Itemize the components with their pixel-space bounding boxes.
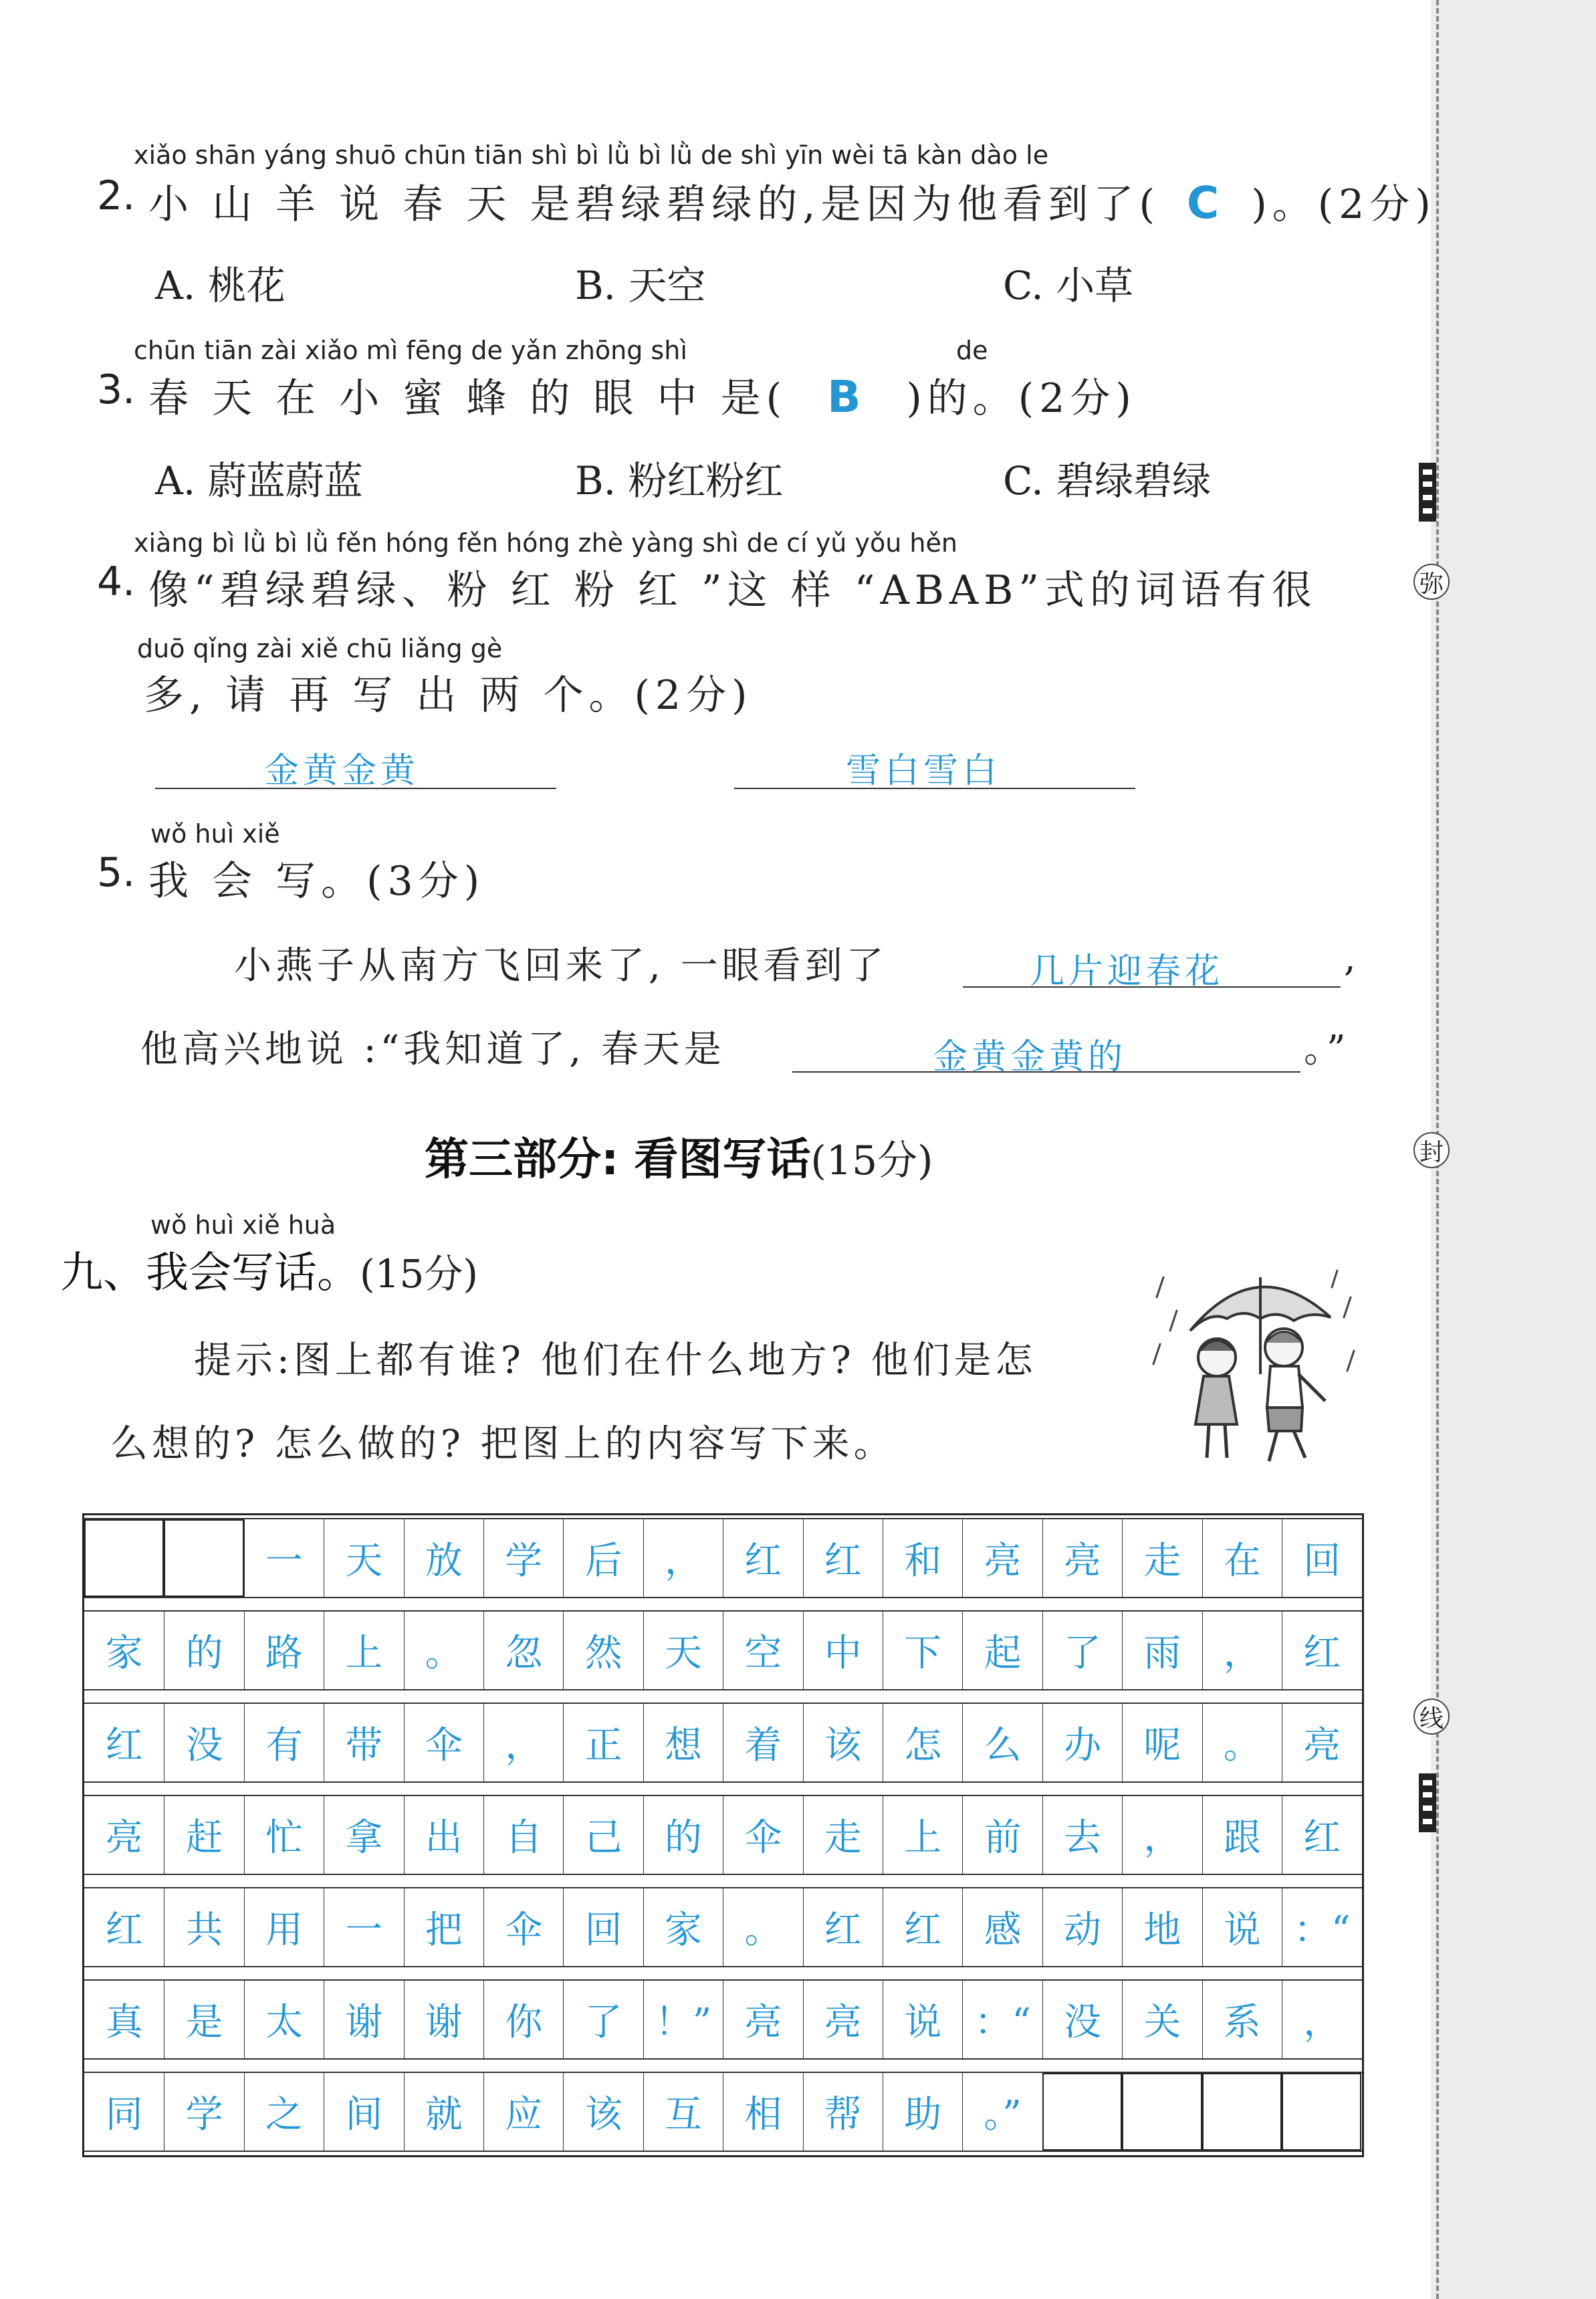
grid-cell: 正 (563, 1704, 643, 1781)
grid-cell: 红 (803, 1888, 883, 1966)
q3-option-a: A. 蔚蓝蔚蓝 (155, 458, 363, 504)
grid-cell: 动 (1042, 1888, 1122, 1966)
grid-cell: 红 (723, 1519, 802, 1597)
grid-cell: 和 (883, 1519, 962, 1597)
q5-number: 5. (97, 849, 136, 896)
grid-cell: ， (1122, 1796, 1202, 1874)
q5-line-2-end: 。” (1304, 1028, 1350, 1071)
grid-cell: 相 (723, 2073, 802, 2151)
q4-answer-2: 雪白雪白 (846, 751, 1002, 791)
q3-pinyin-de: de (956, 336, 988, 365)
grid-cell: 红 (1282, 1796, 1361, 1874)
q2-option-c: C. 小草 (1003, 263, 1134, 308)
q3-text: 春 天 在 小 蜜 蜂 的 眼 中 是( B )的。(2分) (148, 371, 1137, 423)
grid-cell: 系 (1202, 1981, 1282, 2058)
grid-cell: 一 (324, 1888, 403, 1966)
grid-cell: 亮 (1282, 1704, 1361, 1781)
q3-answer: B (827, 371, 867, 423)
grid-cell: 天 (643, 1612, 723, 1689)
grid-cell: 谢 (404, 1981, 483, 2058)
grid-cell: 说 (1202, 1888, 1282, 1966)
grid-cell: 亮 (105, 1816, 143, 1860)
grid-cell: ！” (643, 1981, 723, 2058)
grid-cell: 。 (723, 1888, 802, 1966)
grid-cell: 该 (563, 2073, 643, 2151)
grid-cell: 同 (105, 2093, 143, 2137)
grid-cell: 路 (244, 1612, 324, 1689)
grid-cell: ， (1282, 1981, 1361, 2058)
grid-cell: 办 (1042, 1704, 1122, 1781)
q2-answer: C (1186, 177, 1225, 229)
grid-cell: 太 (244, 1981, 324, 2058)
q4-answer-line-2 (734, 788, 1135, 789)
grid-row (84, 1610, 1362, 1690)
grid-cell: 就 (404, 2073, 483, 2151)
q5-line-2: 他高兴地说 :“我知道了, 春天是 (140, 1028, 725, 1071)
grid-cell: 的 (643, 1796, 723, 1874)
grid-cell: 伞 (404, 1704, 483, 1781)
q2-option-a: A. 桃花 (155, 263, 286, 308)
grid-cell: 关 (1122, 1981, 1202, 2058)
grid-cell: 带 (324, 1704, 403, 1781)
grid-cell: 么 (962, 1704, 1042, 1781)
q5-answer-1: 几片迎春花 (1030, 952, 1224, 992)
grid-cell: 亮 (723, 1981, 802, 2058)
grid-row (84, 2072, 1362, 2152)
grid-cell: 亮 (803, 1981, 883, 2058)
grid-cell: 上 (883, 1796, 962, 1874)
grid-cell: 助 (883, 2073, 962, 2151)
binding-margin (1431, 0, 1596, 2299)
grid-cell: 红 (883, 1888, 962, 1966)
margin-seal-mi: 弥 (1413, 564, 1450, 600)
grid-cell: 地 (1122, 1888, 1202, 1966)
grid-cell: 红 (803, 1519, 883, 1597)
children-umbrella-illustration (1150, 1257, 1364, 1478)
grid-cell: 亮 (962, 1519, 1042, 1597)
grid-cell: 该 (803, 1704, 883, 1781)
grid-cell: 雨 (1122, 1612, 1202, 1689)
grid-row (84, 1795, 1362, 1875)
grid-cell: 谢 (324, 1981, 403, 2058)
grid-cell (84, 1519, 164, 1597)
q9-hint-2: 么想的? 怎么做的? 把图上的内容写下来。 (110, 1422, 895, 1466)
q3-number: 3. (97, 366, 136, 413)
q3-option-c: C. 碧绿碧绿 (1003, 458, 1212, 504)
grid-cell: 的 (164, 1612, 243, 1689)
q5-line-1: 小燕子从南方飞回来了, 一眼看到了 (234, 944, 888, 988)
grid-cell: 跟 (1202, 1796, 1282, 1874)
grid-cell: 说 (883, 1981, 962, 2058)
grid-cell (164, 1519, 243, 1597)
grid-row (84, 1703, 1362, 1783)
grid-cell: 回 (563, 1888, 643, 1966)
q2-option-b: B. 天空 (575, 263, 706, 308)
q5-answer-line-2 (792, 1071, 1300, 1073)
q2-number: 2. (97, 173, 136, 219)
grid-cell: 去 (1042, 1796, 1122, 1874)
q9-heading (60, 1238, 478, 1300)
grid-row (84, 1979, 1362, 2060)
grid-cell (1122, 2073, 1202, 2151)
grid-cell: 家 (105, 1632, 143, 1675)
grid-cell: 。” (962, 2073, 1042, 2151)
q5-line-1-end: , (1344, 936, 1360, 980)
grid-cell: 间 (324, 2073, 403, 2151)
part3-title: 第三部分: 看图写话 (425, 1133, 811, 1185)
grid-cell: 己 (563, 1796, 643, 1874)
grid-cell: 共 (164, 1888, 243, 1966)
grid-cell: 伞 (483, 1888, 563, 1966)
grid-cell: 想 (643, 1704, 723, 1781)
grid-cell: 忽 (483, 1612, 563, 1689)
grid-cell: 忙 (244, 1796, 324, 1874)
grid-cell: 赶 (164, 1796, 243, 1874)
grid-cell: 呢 (1122, 1704, 1202, 1781)
grid-cell: 应 (483, 2073, 563, 2151)
grid-cell: ：“ (1282, 1888, 1361, 1966)
part3-score: (15分) (810, 1137, 933, 1184)
margin-seal-xian: 线 (1413, 1699, 1450, 1735)
grid-cell: 后 (563, 1519, 643, 1597)
grid-cell: 上 (324, 1612, 403, 1689)
grid-row (84, 1887, 1362, 1967)
grid-cell: 是 (164, 1981, 243, 2058)
grid-cell: 走 (803, 1796, 883, 1874)
grid-cell: 亮 (1042, 1519, 1122, 1597)
q5-pinyin: wǒ huì xiě (150, 819, 280, 849)
part3-heading (425, 1123, 933, 1187)
knot-ornament-icon (1416, 461, 1439, 523)
grid-cell: 在 (1202, 1519, 1282, 1597)
grid-cell: 怎 (883, 1704, 962, 1781)
grid-cell: 用 (244, 1888, 324, 1966)
grid-cell: 互 (643, 2073, 723, 2151)
grid-cell: ， (483, 1704, 563, 1781)
grid-cell: 自 (483, 1796, 563, 1874)
grid-cell: 下 (883, 1612, 962, 1689)
q4-text-2: 多, 请 再 写 出 两 个。(2分) (144, 672, 753, 719)
grid-cell: 红 (105, 1724, 143, 1767)
grid-cell: 。 (1202, 1704, 1282, 1781)
grid-cell: 起 (962, 1612, 1042, 1689)
grid-cell: 中 (803, 1612, 883, 1689)
grid-cell (1282, 2073, 1361, 2151)
grid-cell: ：“ (962, 1981, 1042, 2058)
q4-pinyin-2: duō qǐng zài xiě chū liǎng gè (137, 634, 503, 663)
q5-text: 我 会 写。(3分) (148, 858, 485, 905)
grid-cell: 帮 (803, 2073, 883, 2151)
grid-cell: 伞 (723, 1796, 802, 1874)
grid-cell: 之 (244, 2073, 324, 2151)
q9-score: (15分) (360, 1251, 479, 1297)
q5-answer-line-1 (963, 986, 1341, 988)
grid-cell: 感 (962, 1888, 1042, 1966)
q4-answer-line-1 (155, 788, 556, 789)
grid-cell: 一 (244, 1519, 324, 1597)
q4-text-1: 像“碧绿碧绿、粉 红 粉 红 ”这 样 “ABAB”式的词语有很 (148, 567, 1317, 614)
q4-answer-1: 金黄金黄 (264, 751, 420, 791)
grid-cell: 你 (483, 1981, 563, 2058)
grid-cell (1042, 2073, 1122, 2151)
grid-cell: 红 (1282, 1612, 1361, 1689)
grid-cell: ， (1202, 1612, 1282, 1689)
grid-cell: 了 (1042, 1612, 1122, 1689)
grid-cell: 有 (244, 1704, 324, 1781)
grid-cell: 把 (404, 1888, 483, 1966)
grid-cell: 放 (404, 1519, 483, 1597)
grid-cell (1202, 2073, 1282, 2151)
grid-cell: 然 (563, 1612, 643, 1689)
q9-hint-1: 提示:图上都有谁? 他们在什么地方? 他们是怎 (194, 1339, 1037, 1382)
q4-number: 4. (97, 558, 136, 605)
grid-cell: 没 (1042, 1981, 1122, 2058)
q3-pinyin: chūn tiān zài xiǎo mì fēng de yǎn zhōng shì (134, 336, 687, 365)
q4-pinyin-1: xiàng bì lǜ bì lǜ fěn hóng fěn hóng zhè yàng shì de cí yǔ yǒu hěn (134, 528, 957, 558)
q9-title: 九、我会写话。 (60, 1248, 360, 1298)
grid-cell: 红 (105, 1908, 143, 1952)
grid-cell: 没 (164, 1704, 243, 1781)
q9-pinyin: wǒ huì xiě huà (150, 1210, 336, 1240)
grid-cell: 了 (563, 1981, 643, 2058)
grid-cell: 真 (105, 2001, 143, 2044)
writing-grid (82, 1513, 1364, 2157)
grid-cell: 学 (483, 1519, 563, 1597)
grid-cell: 回 (1282, 1519, 1361, 1597)
grid-cell: 着 (723, 1704, 802, 1781)
margin-seal-feng: 封 (1413, 1132, 1450, 1168)
q2-text: 小 山 羊 说 春 天 是碧绿碧绿的,是因为他看到了( C )。(2分) (148, 177, 1436, 229)
grid-cell: 天 (324, 1519, 403, 1597)
q5-answer-2: 金黄金黄的 (933, 1037, 1127, 1077)
q2-pinyin: xiǎo shān yáng shuō chūn tiān shì bì lǜ bì lǜ de shì yīn wèi tā kàn dào le (134, 140, 1049, 170)
grid-cell: 出 (404, 1796, 483, 1874)
grid-cell: 。 (404, 1612, 483, 1689)
grid-cell: ， (643, 1519, 723, 1597)
grid-cell: 前 (962, 1796, 1042, 1874)
grid-cell: 空 (723, 1612, 802, 1689)
grid-row (84, 1518, 1362, 1598)
q3-option-b: B. 粉红粉红 (575, 458, 784, 504)
grid-cell: 走 (1122, 1519, 1202, 1597)
grid-cell: 学 (164, 2073, 243, 2151)
grid-cell: 家 (643, 1888, 723, 1966)
grid-cell: 拿 (324, 1796, 403, 1874)
knot-ornament-icon (1416, 1772, 1439, 1834)
